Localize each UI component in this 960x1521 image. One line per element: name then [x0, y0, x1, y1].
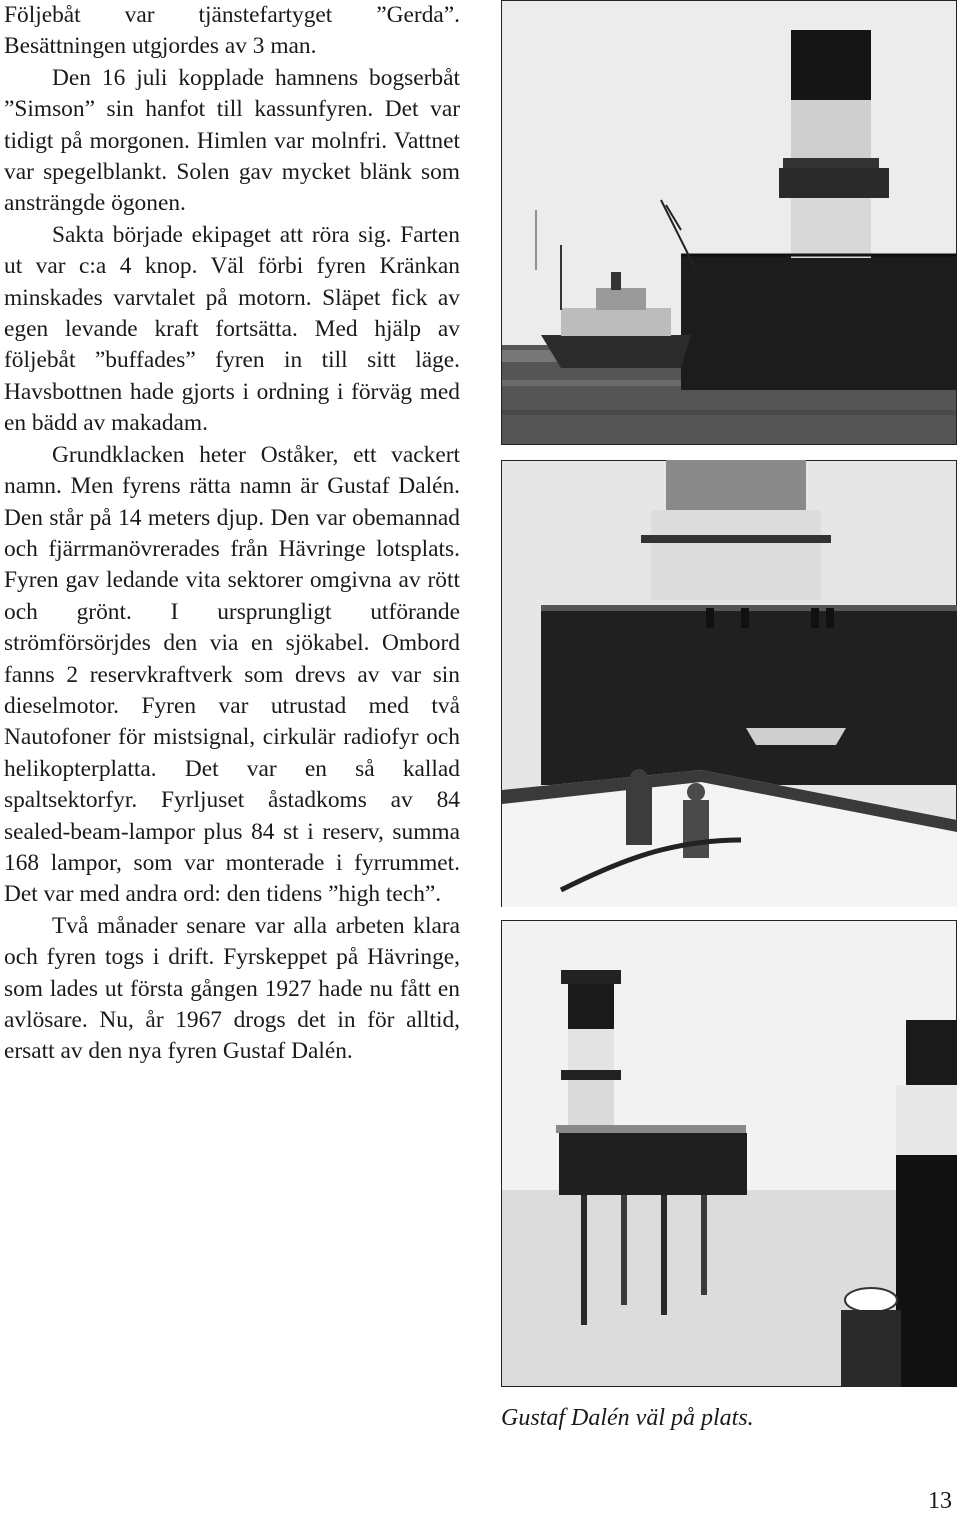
page-number: 13: [928, 1488, 952, 1514]
paragraph: Två månader senare var alla arbeten klara och fyren togs i drift. Fyrskeppet på Hävringe, som lades ut första gången 1927 hade nu fått en avlösare. Nu, år 1967 drogs det in för alltid, ersatt av den nya fyren Gustaf Dalén.: [4, 912, 460, 1065]
photo-tugboat-and-lighthouse: [501, 0, 957, 445]
paragraph: Den 16 juli kopplade hamnens bogserbåt ”Simson” sin hanfot till kassunfyren. Det var tidigt på morgonen. Himlen var molnfri. Vattnet var spegelblankt. Solen gav mycket blänk som ansträngde ögonen.: [4, 64, 460, 217]
paragraph: Sakta började ekipaget att röra sig. Farten ut var c:a 4 knop. Väl förbi fyren Kränkan minskades varvtalet på motorn. Släpet fick av egen levande kraft fortsätta. Med hjälp av följebåt ”buffades” fyren in till sitt läge. Havsbottnen hade gjorts i ordning i förväg med en bädd av makadam.: [4, 221, 460, 437]
photo-crew-on-deck: [501, 460, 957, 907]
paragraph: Följebåt var tjänstefartyget ”Gerda”. Besättningen utgjordes av 3 man.: [4, 2, 460, 60]
photo-caption: Gustaf Dalén väl på plats.: [501, 1405, 754, 1431]
paragraph: Grundklacken heter Oståker, ett vackert namn. Men fyrens rätta namn är Gustaf Dalén. Den står på 14 meters djup. Den var obemannad och fjärrmanövrerades från Hävringe lotsplats. Fyren gav ledande vita sektorer omgivna av rött och grönt. I ursprungligt utförande strömförsörjdes den via en sjökabel. Ombord fanns 2 reservkraftverk som drevs av var sin dieselmotor. Fyren var utrustad med två Nautofoner för mistsignal, cirkulär radiofyr och helikopterplatta. Det var en så kallad spaltsektorfyr. Fyrljuset åstadkoms av 84 sealed-beam-lampor plus 84 st i reserv, summa 168 lampor, som var monterade i fyrrummet. Det var med andra ord: den tidens ”high tech”.: [4, 441, 460, 908]
photo-lighthouse-in-place: [501, 920, 957, 1387]
body-text: [4, 0, 460, 1068]
